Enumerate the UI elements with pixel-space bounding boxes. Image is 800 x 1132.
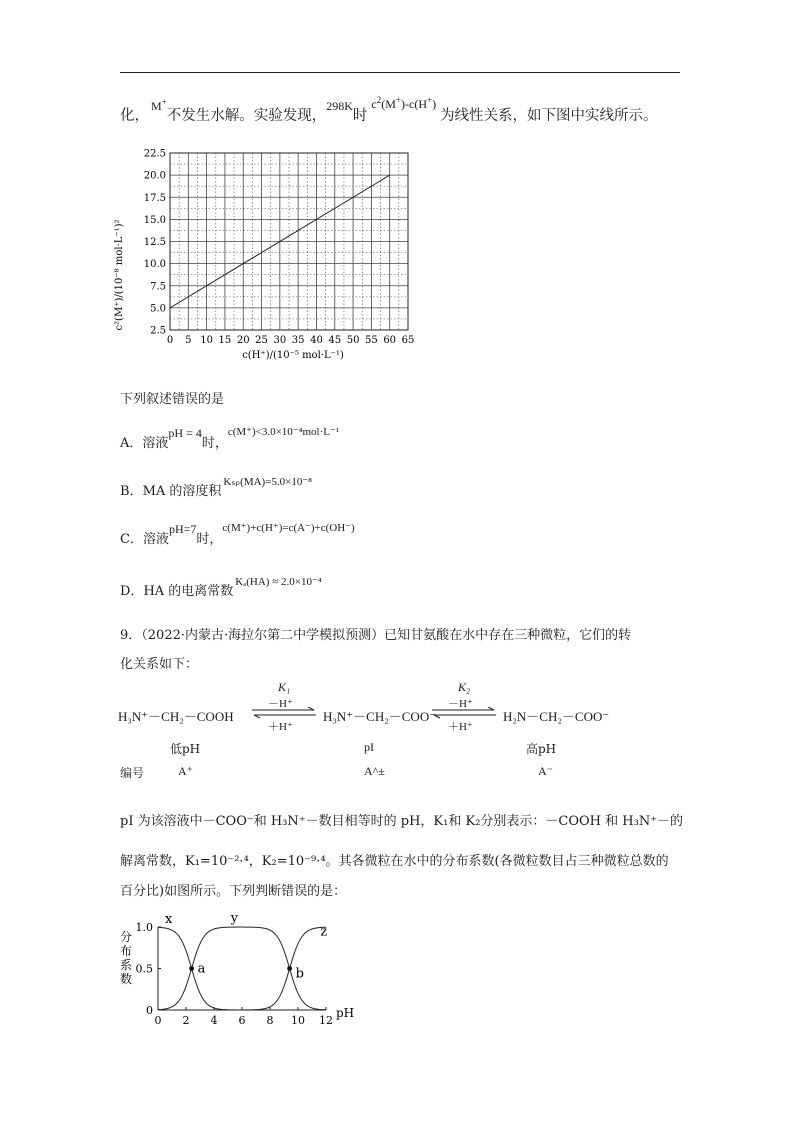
code-a-plus: A⁺	[178, 764, 193, 778]
chart2-x-axis-label: pH	[336, 1006, 355, 1020]
q9-line2: 化关系如下：	[120, 657, 199, 672]
intro-line: 化，$^{M^+}$不发生水解。实验发现，$^{298K}$时$^{c^2(M^+)-c(H^+)}$为线性关系，如下图中实线所示。	[120, 95, 658, 124]
y-tick-label: 17.5	[143, 192, 166, 204]
x-tick-label: 5	[185, 335, 192, 346]
y-tick-label: 20.0	[143, 170, 166, 182]
glycine-equilibrium-scheme	[118, 680, 678, 780]
y-label-char: 数	[119, 972, 133, 986]
x-tick-label: 10	[291, 1014, 305, 1027]
y-tick-label: 12.5	[143, 237, 166, 248]
question-stem: 下列叙述错误的是	[120, 392, 225, 407]
species-cation: H₃N⁺－CH₂－COOH	[118, 709, 234, 724]
y-tick-label: 0	[146, 1004, 153, 1017]
x-tick-label: 12	[319, 1014, 333, 1027]
x-tick-label: 0	[166, 335, 174, 346]
linear-relation-chart	[110, 140, 430, 370]
chart2-curves	[158, 911, 327, 1010]
chart1-y-axis-label: c²(M⁺)/(10⁻⁸ mol·L⁻¹)²	[114, 219, 125, 331]
option-d[interactable]: D．HA 的电离常数$^{K_a(HA) \approx 2.0\times 10^{-4}}$	[120, 576, 322, 599]
low-ph-label: 低pH	[170, 742, 201, 756]
k1-label: K₁	[278, 680, 291, 694]
option-b[interactable]: B．MA 的溶度积$^{K_{sp}(MA)=5.0\times 10^{-8}}$	[120, 476, 313, 499]
point-label-b: b	[295, 966, 304, 982]
pi-label: pI	[364, 740, 374, 754]
y-label-char: 分	[119, 930, 133, 944]
x-tick-label: 20	[236, 335, 250, 346]
species-anion: H₂N－CH₂－COO⁻	[503, 709, 610, 724]
y-tick-label: 5.0	[150, 303, 166, 315]
y-tick-label: 0.5	[135, 962, 153, 976]
x-tick-label: 6	[238, 1014, 246, 1027]
x-tick-label: 60	[383, 335, 397, 346]
y-tick-label: 15.0	[143, 214, 166, 226]
chart1-grid	[170, 153, 408, 330]
y-tick-label: 2.5	[150, 325, 166, 337]
q9-para3: 百分比)如图所示。下列判断错误的是：	[120, 884, 347, 899]
y-tick-label: 1.0	[135, 921, 153, 934]
y-label-char: 系	[119, 958, 133, 972]
point-b	[287, 966, 292, 971]
k1-minus-h: －H⁺	[268, 698, 293, 710]
x-tick-label: 15	[218, 335, 232, 346]
k1-plus-h: ＋H⁺	[268, 721, 293, 733]
code-label: 编号	[120, 766, 145, 780]
x-tick-label: 45	[328, 335, 342, 346]
y-tick-label: 10.0	[143, 259, 166, 271]
code-a-minus: A⁻	[538, 764, 553, 778]
point-label-a: a	[197, 961, 206, 977]
option-c[interactable]: C．溶液pH=7时，$^{c(M^+)+c(H^+)=c(A^-)+c(OH^-)}$	[120, 522, 355, 547]
m-ion: M+	[151, 97, 167, 113]
chart1-x-axis-label: c(H⁺)/(10⁻⁵ mol·L⁻¹)	[242, 350, 344, 361]
x-tick-label: 55	[365, 335, 378, 346]
temperature: 298K	[326, 99, 353, 113]
y-label-char: 布	[119, 944, 133, 958]
x-tick-label: 8	[266, 1014, 274, 1027]
q9-para1: pI 为该溶液中－COO⁻和 H₃N⁺－数目相等时的 pH，K₁和 K₂分别表示：－COOH 和 H₃N⁺－的	[120, 814, 684, 829]
x-tick-label: 10	[200, 335, 213, 346]
x-tick-label: 4	[210, 1014, 218, 1027]
y-tick-label: 7.5	[150, 281, 166, 293]
x-tick-label: 2	[182, 1014, 190, 1027]
k2-plus-h: ＋H⁺	[448, 721, 473, 733]
option-a[interactable]: A．溶液pH = 4时，$^{c(M^+)<3.0\times 10^{-4}mol\cdot L^{-1}}$	[120, 426, 340, 451]
concentration-expression: c2(M+)-c(H+)	[371, 95, 437, 111]
point-a	[189, 966, 194, 971]
chart1-tick-labels	[144, 149, 415, 347]
distribution-chart	[110, 905, 370, 1030]
y-tick-label: 22.5	[143, 148, 166, 160]
curve-label-x: x	[165, 912, 173, 927]
high-ph-label: 高pH	[526, 742, 557, 756]
k2-label: K₂	[458, 680, 471, 694]
x-tick-label: 40	[310, 335, 323, 346]
x-tick-label: 35	[291, 335, 305, 346]
x-tick-label: 30	[273, 335, 287, 346]
curve-label-z: z	[320, 924, 328, 940]
x-tick-label: 25	[255, 335, 268, 346]
curve-label-y: y	[230, 911, 239, 926]
species-zwitterion: H₃N⁺－CH₂－COO⁻	[323, 709, 437, 724]
header-rule	[120, 72, 680, 73]
q9-line1: 9．（2022·内蒙古·海拉尔第二中学模拟预测）已知甘氨酸在水中存在三种微粒，它们的转	[120, 628, 632, 643]
x-tick-label: 0	[154, 1014, 162, 1027]
chart2-y-axis-label	[120, 929, 132, 986]
x-tick-label: 65	[401, 335, 415, 346]
x-tick-label: 50	[346, 335, 360, 346]
code-a-zwitter: A^±	[364, 764, 385, 778]
k2-minus-h: －H⁺	[448, 698, 473, 710]
q9-para2: 解离常数，K₁=10⁻²·⁴，K₂=10⁻⁹·⁴。其各微粒在水中的分布系数(各微粒数目占三种微粒总数的	[120, 854, 669, 869]
